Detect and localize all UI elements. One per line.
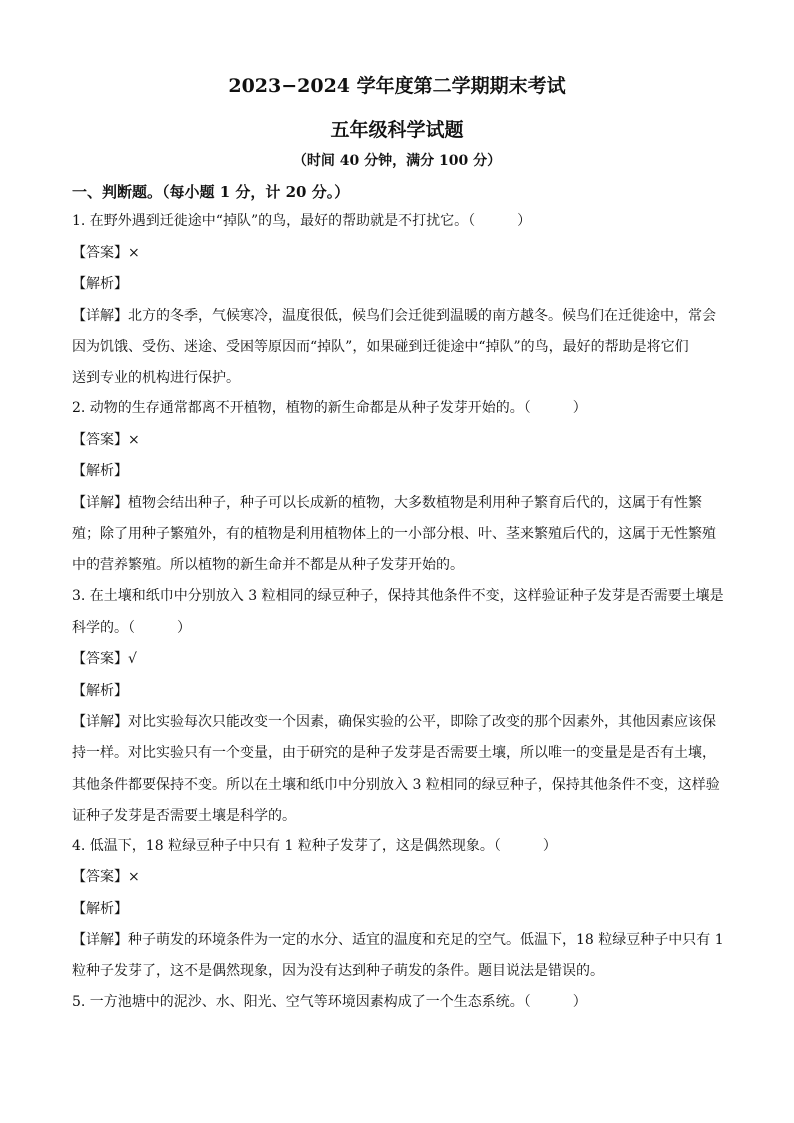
explanation-2-line-2: 殖；除了用种子繁殖外，有的植物是利用植物体上的一小部分根、叶、茎来繁殖后代的，这属于无性繁殖 [72,526,716,542]
answer-4: 【答案】× [72,869,140,885]
explanation-3-line-2: 持一样。对比实验只有一个变量，由于研究的是种子发芽是否需要土壤，所以唯一的变量是是否有土壤， [72,745,716,761]
answer-1: 【答案】× [72,245,140,261]
analysis-label-1: 【解析】 [72,276,128,292]
analysis-label-4: 【解析】 [72,901,128,917]
exam-subject-title: 五年级科学试题 [330,119,464,141]
explanation-2-line-3: 中的营养繁殖。所以植物的新生命并不都是从种子发芽开始的。 [72,557,464,573]
question-4: 4. 低温下，18 粒绿豆种子中只有 1 粒种子发芽了，这是偶然现象。（ ） [72,838,557,854]
answer-2: 【答案】× [72,432,140,448]
explanation-2-line-1: 【详解】植物会结出种子，种子可以长成新的植物，大多数植物是利用种子繁育后代的，这属于有性繁 [72,495,702,511]
question-3-line-1: 3. 在土壤和纸巾中分别放入 3 粒相同的绿豆种子，保持其他条件不变，这样验证种子发芽是否需要土壤是 [72,588,724,604]
explanation-3-line-1: 【详解】对比实验每次只能改变一个因素，确保实验的公平，即除了改变的那个因素外，其他因素应该保 [72,714,716,730]
explanation-4-line-2: 粒种子发芽了，这不是偶然现象，因为没有达到种子萌发的条件。题目说法是错误的。 [72,963,604,979]
question-5: 5. 一方池塘中的泥沙、水、阳光、空气等环境因素构成了一个生态系统。（ ） [72,994,587,1010]
question-2: 2. 动物的生存通常都离不开植物，植物的新生命都是从种子发芽开始的。（ ） [72,400,587,416]
exam-title: 2023−2024 学年度第二学期期末考试 [228,75,566,97]
analysis-label-2: 【解析】 [72,463,128,479]
explanation-1-line-1: 【详解】北方的冬季，气候寒冷，温度很低，候鸟们会迁徙到温暖的南方越冬。候鸟们在迁徙途中，常会 [72,308,716,324]
section-heading: 一、判断题。（每小题 1 分，计 20 分。） [72,183,350,201]
explanation-4-line-1: 【详解】种子萌发的环境条件为一定的水分、适宜的温度和充足的空气。低温下，18 粒绿豆种子中只有 1 [72,932,724,948]
question-1: 1. 在野外遇到迁徙途中“掉队”的鸟，最好的帮助就是不打扰它。（ ） [72,213,532,229]
analysis-label-3: 【解析】 [72,683,128,699]
explanation-1-line-2: 因为饥饿、受伤、迷途、受困等原因而“掉队”，如果碰到迁徙途中“掉队”的鸟，最好的帮助是将它们 [72,339,689,355]
explanation-1-line-3: 送到专业的机构进行保护。 [72,370,240,386]
explanation-3-line-4: 证种子发芽是否需要土壤是科学的。 [72,808,296,824]
explanation-3-line-3: 其他条件都要保持不变。所以在土壤和纸巾中分别放入 3 粒相同的绿豆种子，保持其他条件不变，这样验 [72,777,720,793]
question-3-line-2: 科学的。（ ） [72,620,191,636]
exam-time-score: （时间 40 分钟，满分 100 分） [292,153,502,169]
answer-3: 【答案】√ [72,651,137,667]
